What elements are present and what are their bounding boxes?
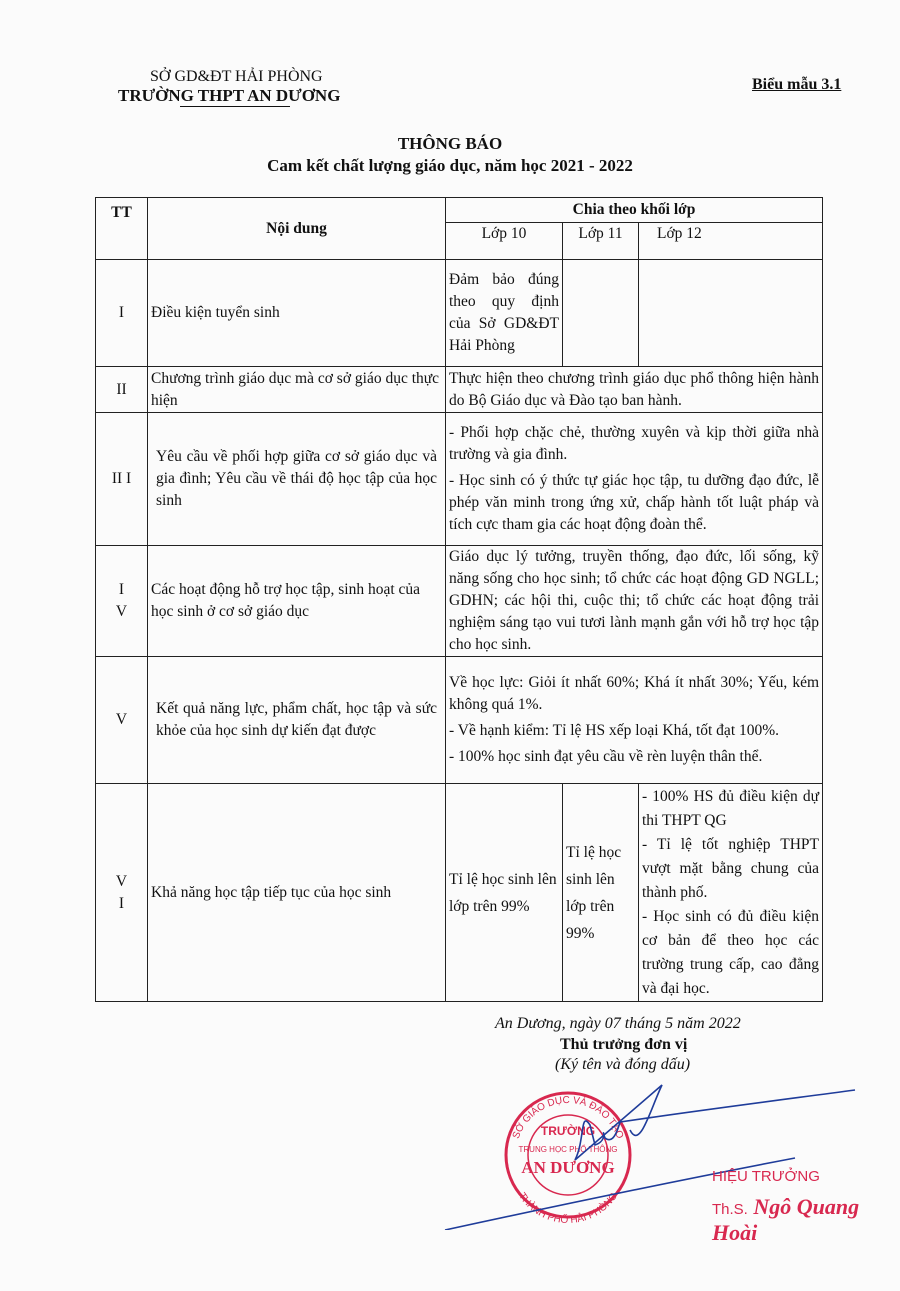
row-tt: I V	[96, 546, 148, 657]
row-all-grades: Giáo dục lý tưởng, truyền thống, đạo đức, lối sống, kỹ năng sống cho học sinh; tổ chức các hoạt động GD NGLL; GDHN; các hội thi, cuộc thi; tổ chức các hoạt động trải nghiệm sáng tạo vui tươi lành mạnh gắn với hỗ trợ học tập cho học sinh.	[446, 546, 823, 657]
header-content: Nội dung	[148, 198, 446, 260]
table-row	[96, 546, 823, 657]
signing-date: An Dương, ngày 07 tháng 5 năm 2022	[495, 1015, 741, 1032]
row-grade11: Tỉ lệ học sinh lên lớp trên 99%	[563, 784, 639, 1002]
row-tt: II	[96, 367, 148, 413]
signer-title: Thủ trưởng đơn vị	[560, 1036, 688, 1053]
svg-text:AN DƯƠNG: AN DƯƠNG	[521, 1158, 615, 1177]
school-name: TRƯỜNG THPT AN DƯƠNG	[118, 86, 341, 105]
svg-text:TRUNG HỌC PHỔ THÔNG: TRUNG HỌC PHỔ THÔNG	[518, 1145, 618, 1154]
row-all-grades	[446, 413, 823, 546]
row-tt: V I	[96, 784, 148, 1002]
position-title: HIỆU TRƯỞNG	[712, 1168, 820, 1185]
row-content: Điều kiện tuyển sinh	[148, 260, 446, 367]
form-label: Biểu mẫu 3.1	[752, 76, 842, 93]
commitment-table	[95, 197, 823, 1002]
svg-text:THÀNH PHỐ HẢI PHÒNG: THÀNH PHỐ HẢI PHÒNG	[516, 1190, 620, 1227]
row-grade10: Đảm bảo đúng theo quy định của Sở GD&ĐT Hải Phòng	[446, 260, 563, 367]
row-all-grades: Thực hiện theo chương trình giáo dục phổ thông hiện hành do Bộ Giáo dục và Đào tạo ban hành.	[446, 367, 823, 413]
row-line: - Tỉ lệ tốt nghiệp THPT vượt mặt bằng chung của thành phố.	[642, 835, 820, 901]
table-row	[96, 657, 823, 784]
row-content: Chương trình giáo dục mà cơ sở giáo dục thực hiện	[148, 367, 446, 413]
document-title: THÔNG BÁO	[397, 134, 503, 153]
official-stamp	[506, 1093, 630, 1226]
row-tt: I	[96, 260, 148, 367]
header-grade12: Lớp 12	[639, 223, 823, 260]
row-line: - 100% HS đủ điều kiện dự thi THPT QG	[642, 787, 820, 829]
row-line: - 100% học sinh đạt yêu cầu về rèn luyện thân thể.	[449, 748, 763, 765]
row-content: Các hoạt động hỗ trợ học tập, sinh hoạt của học sinh ở cơ sở giáo dục	[148, 546, 446, 657]
row-grade12	[639, 260, 823, 367]
signer-note: (Ký tên và đóng dấu)	[555, 1056, 691, 1073]
header-tt: TT	[96, 198, 148, 260]
header-grade10: Lớp 10	[446, 223, 563, 260]
row-tt: II I	[96, 413, 148, 546]
row-content: Khả năng học tập tiếp tục của học sinh	[148, 784, 446, 1002]
header-grade11: Lớp 11	[563, 223, 639, 260]
principal-name	[712, 1194, 900, 1246]
header-group: Chia theo khối lớp	[446, 198, 823, 223]
row-tt: V	[96, 657, 148, 784]
table-row	[96, 784, 823, 1002]
row-grade11	[563, 260, 639, 367]
school-underline	[180, 106, 290, 107]
svg-text:TRƯỜNG: TRƯỜNG	[540, 1124, 596, 1138]
table-row	[96, 367, 823, 413]
row-content: Kết quả năng lực, phẩm chất, học tập và sức khỏe của học sinh dự kiến đạt được	[148, 657, 446, 784]
row-content: Yêu cầu về phối hợp giữa cơ sở giáo dục và gia đình; Yêu cầu về thái độ học tập của học sinh	[148, 413, 446, 546]
row-line: Về học lực: Giỏi ít nhất 60%; Khá ít nhất 30%; Yếu, kém không quá 1%.	[449, 674, 820, 713]
svg-text:SỞ GIÁO DỤC VÀ ĐÀO TẠO: SỞ GIÁO DỤC VÀ ĐÀO TẠO	[510, 1094, 626, 1141]
document-subtitle: Cam kết chất lượng giáo dục, năm học 2021 - 2022	[267, 156, 633, 175]
name-text: Ngô Quang Hoài	[712, 1194, 860, 1245]
row-line: - Học sinh có đủ điều kiện cơ bản để theo học các trường trung cấp, cao đẳng và đại học.	[642, 907, 820, 997]
row-grade12	[639, 784, 823, 1002]
table-row	[96, 413, 823, 546]
table-header-row	[96, 198, 823, 223]
department-name: SỞ GD&ĐT HẢI PHÒNG	[150, 68, 323, 85]
row-line: - Về hạnh kiểm: Tỉ lệ HS xếp loại Khá, tốt đạt 100%.	[449, 722, 780, 739]
row-line: - Phối hợp chặc chẻ, thường xuyên và kịp thời giữa nhà trường và gia đình.	[449, 424, 820, 463]
row-all-grades	[446, 657, 823, 784]
row-grade10: Tỉ lệ học sinh lên lớp trên 99%	[446, 784, 563, 1002]
name-prefix: Th.S.	[712, 1201, 748, 1218]
table-row	[96, 260, 823, 367]
row-line: - Học sinh có ý thức tự giác học tập, tu dưỡng đạo đức, lễ phép văn minh trong ứng xử, chấp hành tốt luật pháp và tích cực tham gia các hoạt động đoàn thể.	[449, 472, 820, 533]
